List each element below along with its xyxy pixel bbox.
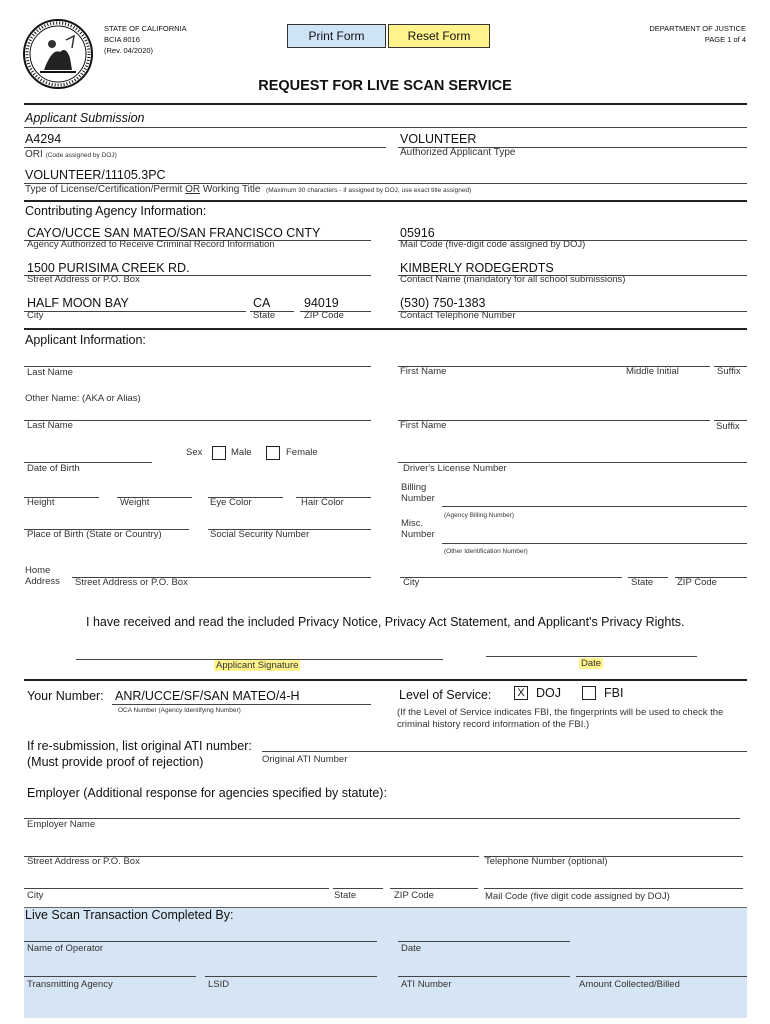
license-value[interactable]: VOLUNTEER/11105.3PC	[25, 168, 166, 182]
alias-suffix-label: Suffix	[716, 421, 740, 432]
dob-label: Date of Birth	[27, 463, 80, 474]
alias-first-name-label: First Name	[400, 420, 447, 431]
contact-phone-label: Contact Telephone Number	[400, 310, 516, 321]
operator-name-field[interactable]	[24, 941, 377, 942]
alias-last-name-label: Last Name	[27, 420, 73, 431]
amount-field[interactable]	[576, 976, 747, 977]
hair-color-label: Hair Color	[301, 497, 344, 508]
employer-zip-field[interactable]	[390, 888, 478, 889]
middle-initial-label: Middle Initial	[626, 366, 679, 377]
applicant-info-heading: Applicant Information:	[25, 333, 146, 347]
home-address-label: Home Address	[25, 565, 60, 587]
transmitting-agency-label: Transmitting Agency	[27, 979, 113, 990]
misc-note: (Other Identification Number)	[444, 548, 528, 555]
sex-label: Sex	[186, 447, 203, 458]
signature-date-field[interactable]	[486, 656, 697, 657]
resubmission-line-1: If re-submission, list original ATI number:	[27, 739, 252, 753]
live-scan-section	[24, 907, 747, 1018]
employer-heading: Employer (Additional response for agencies specified by statute):	[27, 786, 387, 800]
eye-color-label: Eye Color	[210, 497, 252, 508]
suffix-label: Suffix	[717, 366, 741, 377]
transmitting-agency-field[interactable]	[24, 976, 196, 977]
state-label: STATE OF CALIFORNIA	[104, 24, 187, 33]
signature-label: Applicant Signature	[216, 660, 299, 671]
home-state-label: State	[631, 577, 654, 588]
home-zip-label: ZIP Code	[677, 577, 717, 588]
misc-label: Misc. Number	[401, 518, 435, 540]
ati-number-label: ATI Number	[401, 979, 452, 990]
lsid-label: LSID	[208, 979, 230, 990]
lsid-field[interactable]	[205, 976, 377, 977]
employer-city-label: City	[27, 890, 44, 901]
department-label: DEPARTMENT OF JUSTICE	[649, 24, 746, 33]
doj-checkbox[interactable]: X	[514, 686, 528, 700]
agency-city-value[interactable]: HALF MOON BAY	[27, 296, 129, 310]
weight-label: Weight	[120, 497, 150, 508]
license-label: Type of License/Certification/Permit OR Working Title (Maximum 30 characters - if assigned by DOJ, use exact title assigned)	[25, 184, 472, 195]
male-label: Male	[231, 447, 252, 458]
amount-label: Amount Collected/Billed	[579, 979, 680, 990]
fbi-note-line-2: criminal history record information of the FBI.)	[397, 719, 590, 730]
signature-date-label: Date	[581, 658, 602, 669]
billing-note: (Agency Billing Number)	[444, 512, 515, 519]
resubmission-line-2: (Must provide proof of rejection)	[27, 755, 204, 769]
level-of-service-label: Level of Service:	[399, 688, 492, 702]
ori-value[interactable]: A4294	[25, 132, 62, 146]
agency-zip-label: ZIP Code	[304, 310, 344, 321]
employer-state-field[interactable]	[333, 888, 383, 889]
page-title: REQUEST FOR LIVE SCAN SERVICE	[258, 78, 512, 94]
height-label: Height	[27, 497, 55, 508]
billing-label: Billing Number	[401, 482, 435, 504]
original-ati-label: Original ATI Number	[262, 754, 348, 765]
live-scan-date-label: Date	[401, 943, 422, 954]
first-name-label: First Name	[400, 366, 447, 377]
employer-name-field[interactable]	[24, 818, 740, 819]
employer-phone-label: Telephone Number (optional)	[485, 856, 608, 867]
agency-state-value[interactable]: CA	[253, 296, 271, 310]
page-number: PAGE 1 of 4	[704, 35, 746, 44]
agency-value[interactable]: CAYO/UCCE SAN MATEO/SAN FRANCISCO CNTY	[27, 226, 321, 240]
agency-label: Agency Authorized to Receive Criminal Record Information	[27, 239, 275, 250]
employer-name-label: Employer Name	[27, 819, 96, 830]
place-of-birth-label: Place of Birth (State or Country)	[27, 529, 162, 540]
original-ati-field[interactable]	[262, 751, 747, 752]
alias-last-name-field[interactable]	[24, 420, 371, 421]
misc-number-field[interactable]	[442, 543, 747, 544]
agency-zip-value[interactable]: 94019	[304, 296, 339, 310]
oca-number-label: OCA Number (Agency Identifying Number)	[118, 707, 241, 714]
reset-form-button[interactable]: Reset Form	[388, 24, 490, 48]
agency-street-value[interactable]: 1500 PURISIMA CREEK RD.	[27, 261, 190, 275]
live-scan-date-field[interactable]	[398, 941, 570, 942]
privacy-statement: I have received and read the included Privacy Notice, Privacy Act Statement, and Applicant's Privacy Rights.	[86, 615, 685, 629]
female-checkbox[interactable]	[266, 446, 280, 460]
mailcode-value[interactable]: 05916	[400, 226, 435, 240]
ati-number-field[interactable]	[398, 976, 570, 977]
applicant-submission-heading: Applicant Submission	[25, 111, 145, 125]
female-label: Female	[286, 447, 318, 458]
male-checkbox[interactable]	[212, 446, 226, 460]
fbi-checkbox[interactable]	[582, 686, 596, 700]
applicant-type-label: Authorized Applicant Type	[400, 147, 516, 158]
mailcode-label: Mail Code (five-digit code assigned by DOJ)	[400, 239, 586, 250]
employer-zip-label: ZIP Code	[394, 890, 434, 901]
applicant-type-value[interactable]: VOLUNTEER	[400, 132, 477, 146]
employer-mailcode-field[interactable]	[484, 888, 743, 889]
last-name-field[interactable]	[24, 366, 371, 367]
agency-state-label: State	[253, 310, 276, 321]
employer-state-label: State	[334, 890, 357, 901]
contact-name-label: Contact Name (mandatory for all school submissions)	[400, 274, 626, 285]
contributing-agency-heading: Contributing Agency Information:	[25, 204, 207, 218]
fbi-note-line-1: (If the Level of Service indicates FBI, the fingerprints will be used to check the	[397, 707, 724, 718]
billing-number-field[interactable]	[442, 506, 747, 507]
oca-number-value[interactable]: ANR/UCCE/SF/SAN MATEO/4-H	[115, 689, 300, 703]
print-form-button[interactable]: Print Form	[287, 24, 386, 48]
your-number-label: Your Number:	[27, 689, 104, 703]
agency-street-label: Street Address or P.O. Box	[27, 274, 140, 285]
contact-name-value[interactable]: KIMBERLY RODEGERDTS	[400, 261, 554, 275]
form-code: BCIA 8016	[104, 35, 140, 44]
home-street-label: Street Address or P.O. Box	[75, 577, 188, 588]
ori-label: ORI (Code assigned by DOJ)	[25, 149, 117, 160]
fbi-label: FBI	[604, 686, 624, 700]
employer-city-field[interactable]	[24, 888, 329, 889]
employer-mailcode-label: Mail Code (five digit code assigned by DOJ)	[485, 891, 670, 902]
other-name-label: Other Name: (AKA or Alias)	[25, 393, 141, 404]
operator-name-label: Name of Operator	[27, 943, 104, 954]
last-name-label: Last Name	[27, 367, 73, 378]
form-revision: (Rev. 04/2020)	[104, 46, 154, 55]
ssn-label: Social Security Number	[210, 529, 310, 540]
live-scan-heading: Live Scan Transaction Completed By:	[25, 908, 234, 922]
home-city-label: City	[403, 577, 420, 588]
drivers-license-label: Driver's License Number	[403, 463, 507, 474]
employer-street-label: Street Address or P.O. Box	[27, 856, 140, 867]
doj-label: DOJ	[536, 686, 561, 700]
home-city-field[interactable]	[400, 577, 622, 578]
contact-phone-value[interactable]: (530) 750-1383	[400, 296, 486, 310]
agency-city-label: City	[27, 310, 44, 321]
